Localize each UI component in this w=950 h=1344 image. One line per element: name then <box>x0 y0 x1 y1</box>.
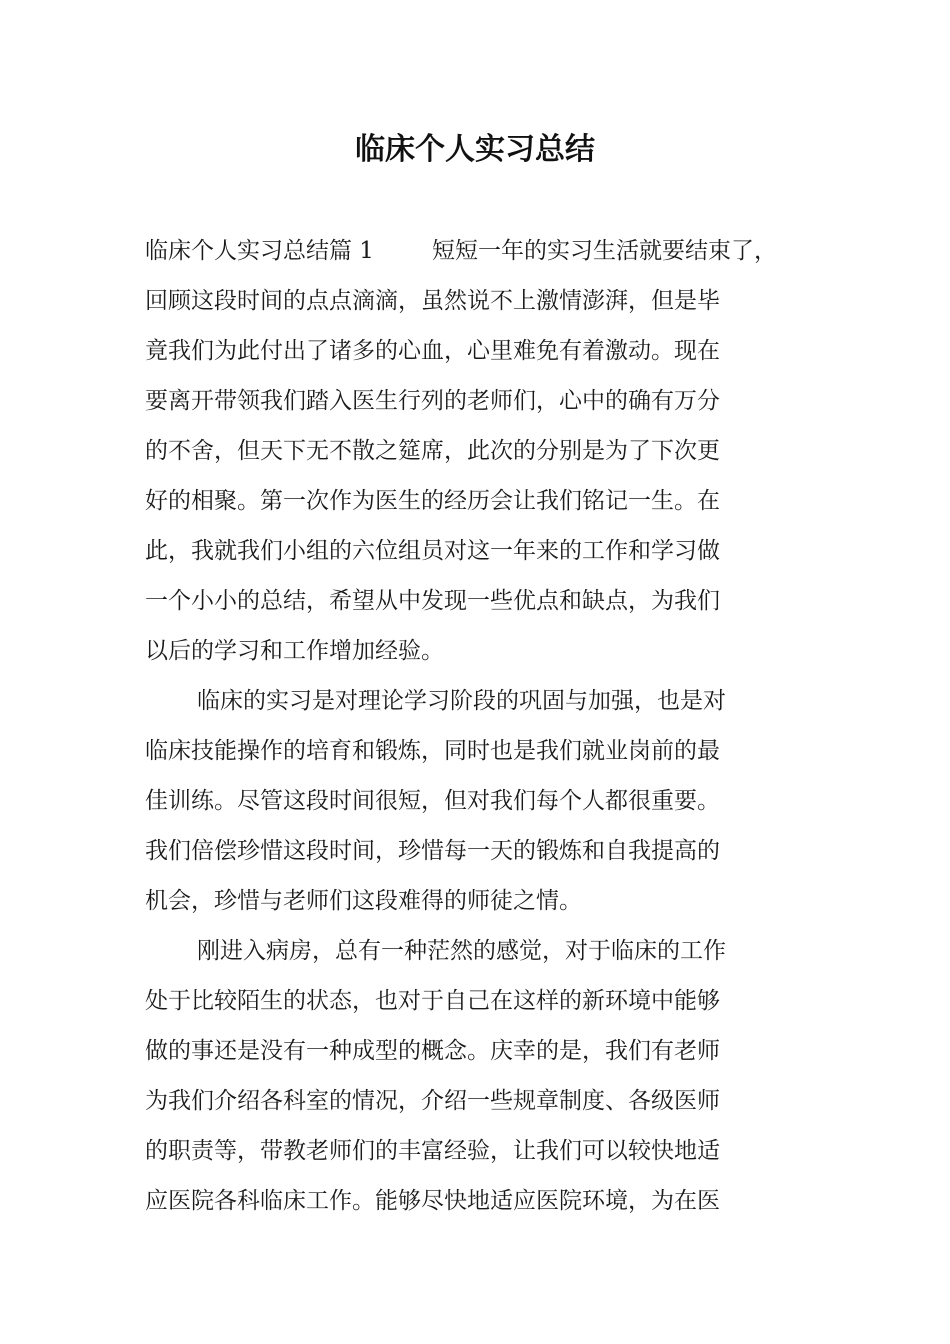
text-line: 一个小小的总结，希望从中发现一些优点和缺点，为我们 <box>145 588 720 614</box>
text-line: 佳训练。尽管这段时间很短，但对我们每个人都很重要。 <box>145 788 720 814</box>
text-line <box>145 226 810 276</box>
text-line: 竟我们为此付出了诸多的心血，心里难免有着激动。现在 <box>145 338 720 364</box>
section-heading: 临床个人实习总结篇 1 <box>145 238 374 264</box>
text-line: 以后的学习和工作增加经验。 <box>145 638 444 664</box>
text-line: 临床技能操作的培育和锻炼，同时也是我们就业岗前的最 <box>145 738 720 764</box>
text-line: 我们倍偿珍惜这段时间，珍惜每一天的锻炼和自我提高的 <box>145 838 720 864</box>
document-body <box>145 226 810 1226</box>
text-line: 处于比较陌生的状态，也对于自己在这样的新环境中能够 <box>145 988 720 1014</box>
text-line: 要离开带领我们踏入医生行列的老师们，心中的确有万分 <box>145 388 720 414</box>
text-line: 的不舍，但天下无不散之筵席，此次的分别是为了下次更 <box>145 438 720 464</box>
text-line: 好的相聚。第一次作为医生的经历会让我们铭记一生。在 <box>145 488 720 514</box>
paragraph-start-line: 刚进入病房，总有一种茫然的感觉，对于临床的工作 <box>197 938 726 964</box>
text-line: 做的事还是没有一种成型的概念。庆幸的是，我们有老师 <box>145 1038 720 1064</box>
text-line: 应医院各科临床工作。能够尽快地适应医院环境，为在医 <box>145 1188 720 1214</box>
text-line: 回顾这段时间的点点滴滴，虽然说不上激情澎湃，但是毕 <box>145 288 720 314</box>
line-text: 短短一年的实习生活就要结束了， <box>431 238 777 264</box>
text-line: 机会，珍惜与老师们这段难得的师徒之情。 <box>145 888 582 914</box>
text-line: 此，我就我们小组的六位组员对这一年来的工作和学习做 <box>145 538 720 564</box>
text-line: 的职责等，带教老师们的丰富经验，让我们可以较快地适 <box>145 1138 720 1164</box>
page-title: 临床个人实习总结 <box>355 132 595 167</box>
text-line: 为我们介绍各科室的情况，介绍一些规章制度、各级医师 <box>145 1088 720 1114</box>
paragraph-start-line: 临床的实习是对理论学习阶段的巩固与加强，也是对 <box>197 688 726 714</box>
